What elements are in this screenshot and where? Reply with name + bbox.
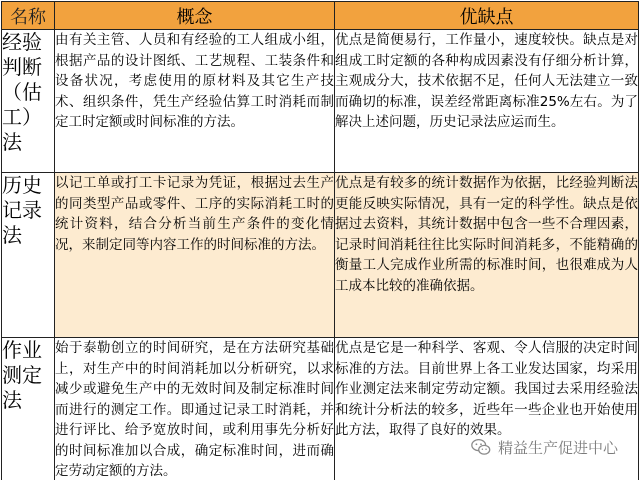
method-concept: 以记工单或打工卡记录为凭证，根据过去生产的同类型产品或零件、工序的实际消耗工时的统计资料，结合分析当前生产条件的变化情况，来制定同等内容工作的时间标准的方法。 [55,173,335,338]
method-name: 作业测定法 [2,338,55,480]
method-name: 历史记录法 [2,173,55,338]
table-header-row [2,2,639,30]
header-pros-cons: 优缺点 [335,2,639,30]
table-row [2,338,639,480]
header-name: 名称 [2,2,55,30]
table-row [2,173,639,338]
watermark-text: 精益生产促进中心 [497,438,618,457]
table-row [2,30,639,173]
method-pros-cons: 优点是它是一种科学、客观、令人信服的决定时间标准的方法。目前世界上各工业发达国家，均采用作业测定法来制定劳动定额。我国过去采用经验法和统计分析法的较多，近些年一些企业也开始使用此方法，取得了良好的效果。 [335,338,639,480]
header-concept: 概念 [55,2,335,30]
method-pros-cons: 优点是有较多的统计数据作为依据，比经验判断法更能反映实际情况，具有一定的科学性。缺点是依据过去资料，其统计数据中包含一些不合理因素，记录时间消耗往往比实际时间消耗多，不能精确的衡量工人完成作业所需的标准时间，也很难成为人工成本比较的准确依据。 [335,173,639,338]
watermark [470,436,618,458]
comparison-table [1,1,639,480]
wechat-icon [470,436,492,458]
method-name: 经验判断（估工）法 [2,30,55,173]
method-concept: 由有关主管、人员和有经验的工人组成小组，根据产品的设计图纸、工艺规程、工装条件和设备状况，考虑使用的原材料及其它生产技术、组织条件，凭生产经验估算工时消耗而制定工时定额或时间标准的方法。 [55,30,335,173]
method-concept: 始于泰勒创立的时间研究，是在方法研究基础上，对生产中的时间消耗加以分析研究，以求减少或避免生产中的无效时间及制定标准时间而进行的测定工作。即通过记录工时消耗，并进行评比、给予宽放时间，或利用事先分析好的时间标准加以合成，确定标准时间，进而确定劳动定额的方法。 [55,338,335,480]
method-pros-cons: 优点是简便易行，工作量小，速度较快。缺点是对组成工时定额的各种构成因素没有仔细分析计算，主观成分大，技术依据不足，任何人无法建立一致而确切的标准，误差经常距离标准25%左右。为了解决上述问题，历史记录法应运而生。 [335,30,639,173]
